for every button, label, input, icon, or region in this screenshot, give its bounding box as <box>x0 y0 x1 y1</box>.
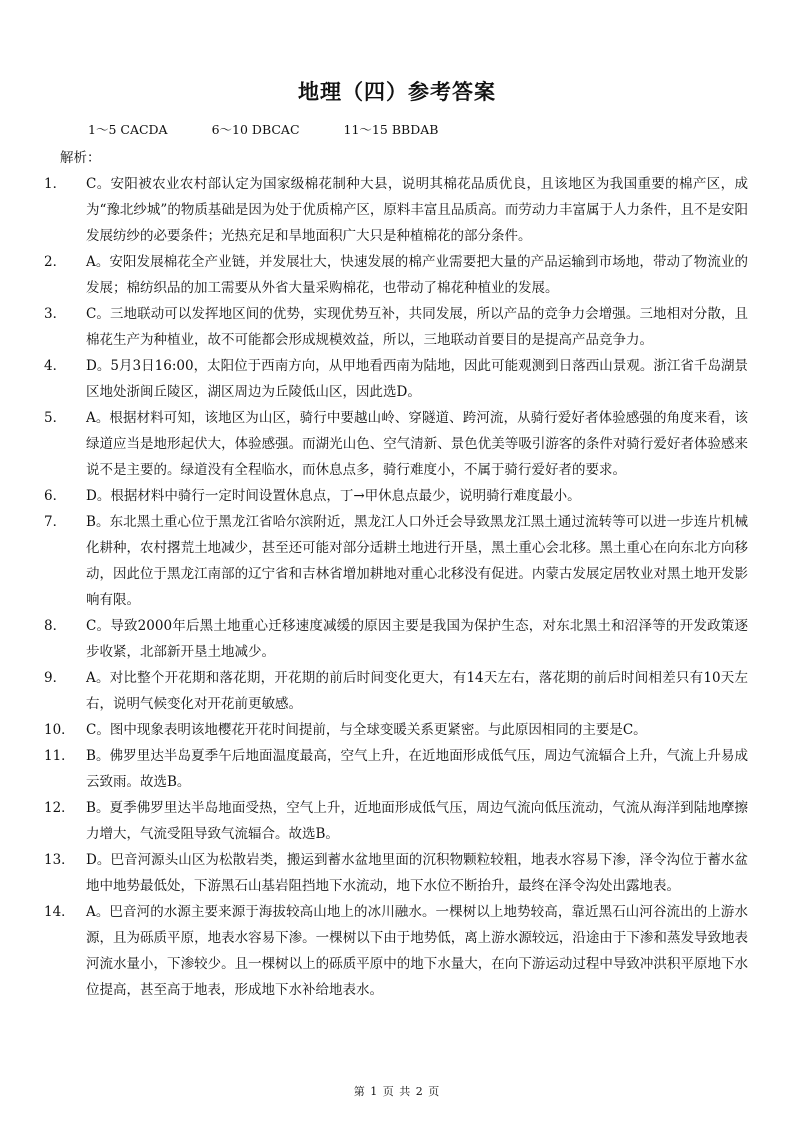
list-item <box>0 717 794 743</box>
item-text: B。夏季佛罗里达半岛地面受热，空气上升，近地面形成低气压，周边气流向低压流动，气流从海洋到陆地摩擦力增大，气流受阻导致气流辐合。故选B。 <box>86 800 748 842</box>
answer-group-3: 11～15 BBDAB <box>343 122 439 137</box>
item-text: C。导致2000年后黑土地重心迁移速度减缓的原因主要是我国为保护生态，对东北黑土和沼泽等的开发政策逐步收紧，北部新开垦土地减少。 <box>86 618 748 660</box>
item-number: 8． <box>44 618 67 634</box>
item-number: 6． <box>44 488 67 504</box>
list-item <box>0 613 794 665</box>
item-text: D。巴音河源头山区为松散岩类，搬运到蓄水盆地里面的沉积物颗粒较粗，地表水容易下渗，泽令沟位于蓄水盆地中地势最低处，下游黑石山基岩阻挡地下水流动，地下水位不断抬升，最终在泽令沟处出露地表。 <box>86 852 748 894</box>
list-item <box>0 301 794 353</box>
list-item <box>0 743 794 795</box>
item-text: C。图中现象表明该地樱花开花时间提前，与全球变暖关系更紧密。与此原因相同的主要是C。 <box>86 722 647 738</box>
list-item <box>0 665 794 717</box>
item-text: D。5月3日16:00，太阳位于西南方向，从甲地看西南为陆地，因此可能观测到日落西山景观。浙江省千岛湖景区地处浙闽丘陵区，湖区周边为丘陵低山区，因此选D。 <box>86 358 748 400</box>
item-number: 9． <box>44 670 67 686</box>
item-text: D。根据材料中骑行一定时间设置休息点，丁→甲休息点最少，说明骑行难度最小。 <box>86 488 581 504</box>
list-item <box>0 847 794 899</box>
list-item <box>0 483 794 509</box>
analysis-label: 解析： <box>60 150 101 166</box>
item-number: 14． <box>44 904 75 920</box>
list-item <box>0 899 794 1003</box>
item-number: 10． <box>44 722 75 738</box>
item-number: 13． <box>44 852 75 868</box>
answer-group-2: 6～10 DBCAC <box>211 122 300 137</box>
answer-group-1: 1～5 CACDA <box>88 122 168 137</box>
list-item <box>0 795 794 847</box>
item-text: A。安阳发展棉花全产业链，并发展壮大，快速发展的棉产业需要把大量的产品运输到市场地，带动了物流业的发展；棉纺织品的加工需要从外省大量采购棉花，也带动了棉花种植业的发展。 <box>86 254 748 296</box>
answer-key-line <box>88 120 482 138</box>
item-number: 4． <box>44 358 67 374</box>
item-number: 11． <box>44 748 75 764</box>
item-text: C。三地联动可以发挥地区间的优势，实现优势互补，共同发展，所以产品的竞争力会增强。三地相对分散，且棉花生产为种植业，故不可能都会形成规模效益，所以，三地联动首要目的是提高产品竞争力。 <box>86 306 748 348</box>
item-number: 7． <box>44 514 67 530</box>
page-title: 地理（四）参考答案 <box>298 80 496 104</box>
analysis-list <box>0 171 794 1003</box>
item-text: A。巴音河的水源主要来源于海拔较高山地上的冰川融水。一棵树以上地势较高，靠近黑石山河谷流出的上游水源，且为砾质平原，地表水容易下渗。一棵树以下由于地势低，离上游水源较远，沿途由于下渗和蒸发导致地表河流水量小，下渗较少。且一棵树以上的砾质平原中的地下水量大，在向下游运动过程中导致冲洪积平原地下水位提高，甚至高于地表，形成地下水补给地表水。 <box>86 904 748 998</box>
item-number: 2． <box>44 254 67 270</box>
list-item <box>0 249 794 301</box>
list-item <box>0 405 794 483</box>
item-text: B。东北黑土重心位于黑龙江省哈尔滨附近，黑龙江人口外迁会导致黑龙江黑土通过流转等可以进一步连片机械化耕种，农村撂荒土地减少，甚至还可能对部分适耕土地进行开垦，黑土重心会北移。黑土重心在向东北方向移动，因此位于黑龙江南部的辽宁省和吉林省增加耕地对重心北移没有促进。内蒙古发展定居牧业对黑土地开发影响有限。 <box>86 514 748 608</box>
item-number: 12． <box>44 800 75 816</box>
item-number: 5． <box>44 410 67 426</box>
list-item <box>0 509 794 613</box>
item-number: 3． <box>44 306 67 322</box>
item-text: A。对比整个开花期和落花期，开花期的前后时间变化更大，有14天左右，落花期的前后时间相差只有10天左右，说明气候变化对开花前更敏感。 <box>86 670 748 712</box>
page-footer: 第 1 页 共 2 页 <box>353 1085 441 1098</box>
item-text: A。根据材料可知，该地区为山区，骑行中要越山岭、穿隧道、跨河流，从骑行爱好者体验感强的角度来看，该绿道应当是地形起伏大，体验感强。而湖光山色、空气清新、景色优美等吸引游客的条件对骑行爱好者体验感来说不是主要的。绿道没有全程临水，而休息点多，骑行难度小，不属于骑行爱好者的要求。 <box>86 410 748 478</box>
item-number: 1． <box>44 176 67 192</box>
list-item <box>0 353 794 405</box>
item-text: C。安阳被农业农村部认定为国家级棉花制种大县，说明其棉花品质优良，且该地区为我国重要的棉产区，成为“豫北纱城”的物质基础是因为处于优质棉产区，原料丰富且品质高。而劳动力丰富属于人力条件，且不是安阳发展纺纱的必要条件；光热充足和旱地面积广大只是种植棉花的部分条件。 <box>86 176 748 244</box>
item-text: B。佛罗里达半岛夏季午后地面温度最高，空气上升，在近地面形成低气压，周边气流辐合上升，气流上升易成云致雨。故选B。 <box>86 748 748 790</box>
list-item <box>0 171 794 249</box>
